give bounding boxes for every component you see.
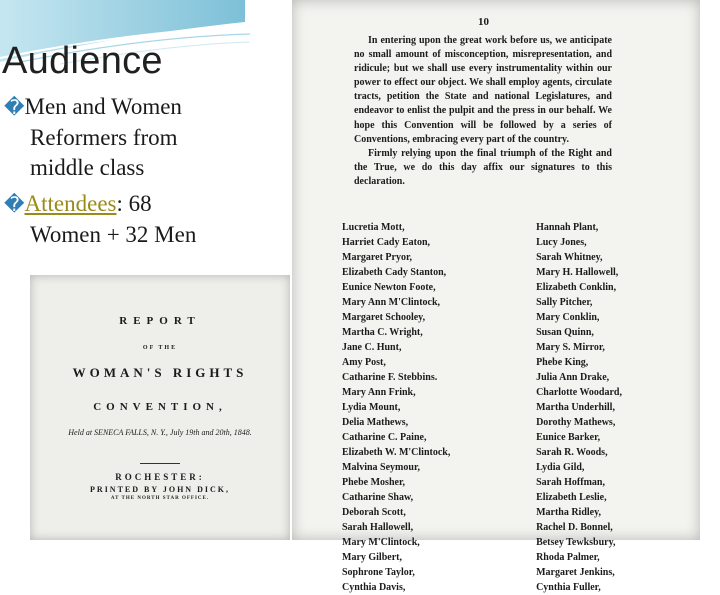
signers-column-right (536, 220, 622, 595)
signer: Sarah R. Woods, (536, 447, 608, 458)
attendees-link[interactable]: Attendees (24, 191, 117, 216)
signer: Sarah Hallowell, (342, 522, 414, 533)
signer: Catharine Shaw, (342, 492, 414, 503)
bullet-icon: � (4, 194, 25, 216)
bullet-text: : 68 (116, 191, 152, 216)
signer: Deborah Scott, (342, 507, 406, 518)
signer: Margaret Schooley, (342, 312, 426, 323)
signer: Elizabeth Leslie, (536, 492, 607, 503)
signer: Cynthia Fuller, (536, 582, 601, 593)
bullet-list (4, 92, 274, 256)
cover-report: REPORT (119, 315, 201, 327)
paragraph: In entering upon the great work before us, we anticipate no small amount of misconception, misrepresentation, and ridicule; but we shall use every instrumentality within our power to effect our object. We shall employ agents, circulate tracts, petition the State and national Legislatures, and endeavor to enlist the pulpit and the press in our behalf. We hope this Convention will be followed by a series of Conventions, embracing every part of the country. (354, 35, 612, 145)
signer: Phebe King, (536, 357, 589, 368)
slide-title: Audience (2, 40, 163, 82)
bullet-text: Men and Women (24, 94, 182, 119)
signer: Eunice Newton Foote, (342, 282, 436, 293)
signer: Jane C. Hunt, (342, 342, 402, 353)
signer: Mary Ann Frink, (342, 387, 416, 398)
signer: Rachel D. Bonnel, (536, 522, 613, 533)
signer: Mary Conklin, (536, 312, 600, 323)
page-number: 10 (478, 16, 489, 28)
signer: Martha Underhill, (536, 402, 615, 413)
signer: Lydia Gild, (536, 462, 585, 473)
declaration-text (354, 34, 612, 189)
bullet-text: middle class (30, 155, 145, 180)
signer: Harriet Cady Eaton, (342, 237, 431, 248)
signer: Lydia Mount, (342, 402, 401, 413)
cover-divider (140, 463, 180, 464)
cover-printed-by: PRINTED BY JOHN DICK, (90, 485, 230, 494)
cover-womans-rights: WOMAN'S RIGHTS (72, 365, 248, 380)
cover-convention: CONVENTION, (93, 401, 227, 413)
signer: Susan Quinn, (536, 327, 594, 338)
bullet-item (4, 189, 274, 250)
signer: Mary H. Hallowell, (536, 267, 619, 278)
bullet-text: Reformers from (30, 125, 178, 150)
cover-rochester: ROCHESTER: (115, 472, 205, 482)
signer: Margaret Jenkins, (536, 567, 615, 578)
signer: Sophrone Taylor, (342, 567, 415, 578)
cover-held-at: Held at SENECA FALLS, N. Y., July 19th and 20th, 1848. (68, 428, 252, 437)
signer: Mary Ann M'Clintock, (342, 297, 441, 308)
signer: Martha Ridley, (536, 507, 602, 518)
signer: Betsey Tewksbury, (536, 537, 616, 548)
signer: Hannah Plant, (536, 222, 599, 233)
cover-office: AT THE NORTH STAR OFFICE. (110, 496, 210, 501)
signer: Rhoda Palmer, (536, 552, 600, 563)
bullet-icon: � (4, 97, 25, 119)
signer: Dorothy Mathews, (536, 417, 616, 428)
signer: Malvina Seymour, (342, 462, 420, 473)
signer: Sarah Hoffman, (536, 477, 605, 488)
signer: Elizabeth Conklin, (536, 282, 617, 293)
signer: Julia Ann Drake, (536, 372, 610, 383)
bullet-text: Women + 32 Men (30, 222, 197, 247)
signer: Elizabeth Cady Stanton, (342, 267, 447, 278)
signer: Lucretia Mott, (342, 222, 405, 233)
signers-column-left (342, 220, 450, 595)
signer: Charlotte Woodard, (536, 387, 622, 398)
signers-list (342, 220, 622, 595)
report-cover-image (30, 275, 290, 540)
signer: Delia Mathews, (342, 417, 409, 428)
signer: Lucy Jones, (536, 237, 587, 248)
signer: Mary S. Mirror, (536, 342, 605, 353)
signer: Catharine F. Stebbins. (342, 372, 438, 383)
signer: Mary M'Clintock, (342, 537, 420, 548)
signer: Elizabeth W. M'Clintock, (342, 447, 451, 458)
signer: Sally Pitcher, (536, 297, 593, 308)
signer: Sarah Whitney, (536, 252, 603, 263)
signer: Mary Gilbert, (342, 552, 402, 563)
cover-of-the: OF THE (142, 345, 178, 351)
signer: Amy Post, (342, 357, 386, 368)
signer: Margaret Pryor, (342, 252, 412, 263)
signer: Phebe Mosher, (342, 477, 405, 488)
bullet-item (4, 92, 274, 183)
signer: Catharine C. Paine, (342, 432, 427, 443)
signer: Martha C. Wright, (342, 327, 423, 338)
declaration-page-image (292, 0, 700, 593)
paragraph: Firmly relying upon the final triumph of the Right and the True, we do this day affix our signatures to this declaration. (354, 147, 612, 187)
signer: Eunice Barker, (536, 432, 601, 443)
signer: Cynthia Davis, (342, 582, 406, 593)
